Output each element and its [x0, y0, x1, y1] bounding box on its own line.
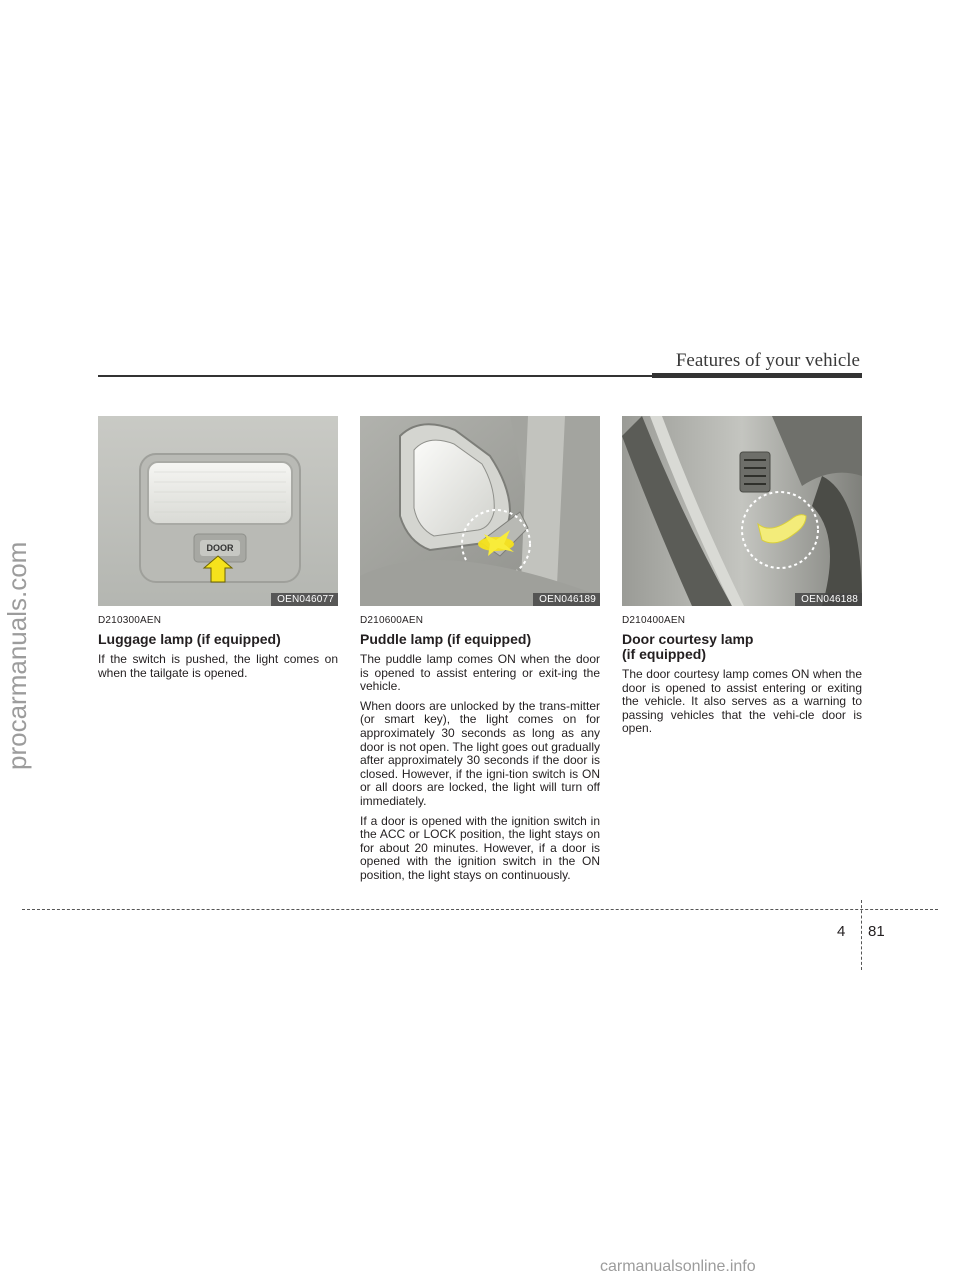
footer-rule	[22, 909, 938, 910]
section-heading: Puddle lamp (if equipped)	[360, 631, 532, 647]
puddle-lamp-figure	[360, 416, 600, 606]
door-courtesy-lamp-illustration	[622, 416, 862, 606]
section-heading	[622, 632, 862, 662]
bottom-watermark[interactable]: carmanualsonline.info	[600, 1258, 756, 1275]
figure-code: OEN046188	[795, 593, 862, 606]
door-courtesy-lamp-figure	[622, 416, 862, 606]
luggage-lamp-figure	[98, 416, 338, 606]
section-door-courtesy-lamp	[622, 416, 862, 742]
footer-divider	[861, 900, 862, 970]
section-luggage-lamp	[98, 416, 338, 686]
section-code: D210600AEN	[360, 615, 424, 626]
section-heading: Luggage lamp (if equipped)	[98, 631, 281, 647]
section-heading-line: (if equipped)	[622, 646, 706, 662]
door-switch-label: DOOR	[206, 543, 234, 553]
chapter-number: 4	[837, 923, 846, 940]
luggage-lamp-illustration	[98, 416, 338, 606]
header-rule-accent	[652, 373, 862, 378]
section-paragraph: The door courtesy lamp comes ON when the door is opened to assist entering or exiting the vehicle. It also serves as a warning to passing vehicles that the vehi-cle door is open.	[622, 667, 862, 736]
section-paragraph: If a door is opened with the ignition switch in the ACC or LOCK position, the light stays on for about 20 minutes. However, if a door is opened with the ignition switch in the ON position, the light stays on continuously.	[360, 813, 600, 882]
page-header-title: Features of your vehicle	[675, 350, 860, 371]
section-heading-line: Door courtesy lamp	[622, 631, 754, 647]
section-puddle-lamp	[360, 416, 600, 889]
figure-code: OEN046189	[533, 593, 600, 606]
section-paragraph: When doors are unlocked by the trans-mitter (or smart key), the light comes on for approximately 30 seconds as long as any door is not open. The light goes out gradually after approximately 30 seconds if the door is closed. However, if the igni-tion switch is ON or all doors are locked, the light will turn off immediately.	[360, 698, 600, 808]
puddle-lamp-illustration	[360, 416, 600, 606]
section-code: D210400AEN	[622, 615, 686, 626]
figure-code: OEN046077	[271, 593, 338, 606]
side-watermark[interactable]: procarmanuals.com	[2, 541, 32, 770]
page-number: 81	[868, 923, 885, 940]
section-paragraph: The puddle lamp comes ON when the door is opened to assist entering or exit-ing the vehicle.	[360, 652, 600, 694]
section-paragraph: If the switch is pushed, the light comes on when the tailgate is opened.	[98, 652, 338, 680]
section-code: D210300AEN	[98, 615, 162, 626]
